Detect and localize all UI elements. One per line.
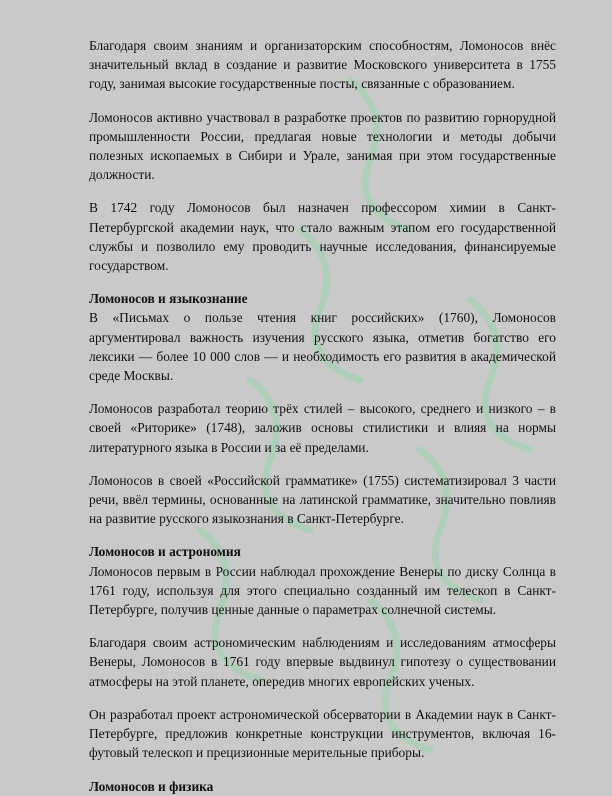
astronomy-paragraph-1: Ломоносов первым в России наблюдал прохождение Венеры по диску Солнца в 1761 году, используя для этого специально созданный им телескоп в Санкт-Петербурге, получив ценные данные о параметрах солнечной системы. [89,563,556,618]
section-heading-physics: Ломоносов и физика [89,778,214,794]
linguistics-paragraph-2: Ломоносов разработал теорию трёх стилей – высокого, среднего и низкого – в своей «Риторике» (1748), заложив основы стилистики и влияя на нормы литературного языка в России и за её пределами. [89,401,556,455]
paragraph-3: В 1742 году Ломоносов был назначен профессором химии в Санкт-Петербургской академии наук, что стало важным этапом его государственной службы и позволило ему проводить научные исследования, финансируемые государством. [89,200,556,274]
paragraph-2: Ломоносов активно участвовал в разработке проектов по развитию горнорудной промышленности России, предлагая новые технологии и методы добычи полезных ископаемых в Сибири и Урале, занимая при этом государственные должности. [89,109,556,183]
paragraph-1: Благодаря своим знаниям и организаторским способностям, Ломоносов внёс значительный вклад в создание и развитие Московского университета в 1755 году, занимая высокие государственные посты, связанные с образованием. [89,38,556,92]
astronomy-paragraph-2: Благодаря своим астрономическим наблюдениям и исследованиям атмосферы Венеры, Ломоносов в 1761 году впервые выдвинул гипотезу о существовании атмосферы на этой планете, опередив многих европейских ученых. [89,635,556,689]
section-heading-astronomy: Ломоносов и астрономия [89,544,241,560]
linguistics-paragraph-3: Ломоносов в своей «Российской грамматике» (1755) систематизировал 3 части речи, ввёл термины, основанные на латинской грамматике, значительно повлияв на развитие русского языкознания в Санкт-Петербурге. [89,472,556,527]
astronomy-paragraph-3: Он разработал проект астрономической обсерватории в Академии наук в Санкт-Петербурге, предложив конкретные конструкции инструментов, включая 16-футовый телескоп и прецизионные мерительные приборы. [89,706,556,761]
section-heading-linguistics: Ломоносов и языкознание [89,291,248,307]
linguistics-paragraph-1: В «Письмах о пользе чтения книг российских» (1760), Ломоносов аргументировал важность изучения русского языка, отметив богатство его лексики — более 10 000 слов — и необходимость его развития в академической среде Москвы. [89,310,556,384]
document-body [89,36,556,796]
